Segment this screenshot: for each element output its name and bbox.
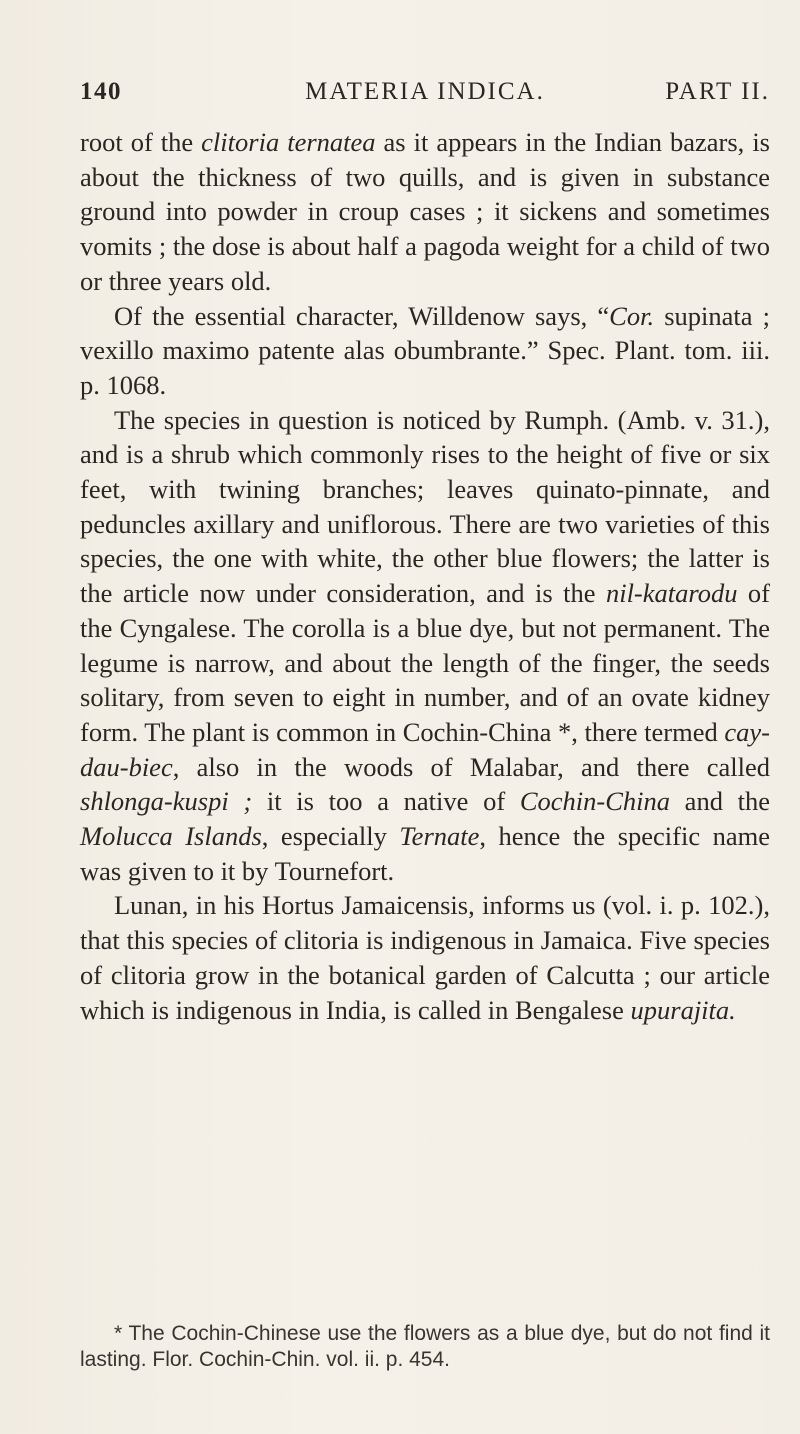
text-run: as it appears in the Indian bazars, is about the thickness of two quills, and is given in substance ground into powder in croup cases ; it sickens and sometimes vomits ; the dose is about half a pagoda weight for a child of two or three years old. [80, 127, 770, 296]
paragraph-3 [80, 403, 770, 889]
italic-run: clitoria ternatea [201, 127, 376, 157]
text-run: , especially [261, 821, 400, 852]
text-run: of the Cyngalese. The corolla is a blue dye, but not permanent. The legume is narrow, and about the length of the finger, the seeds solitary, from seven to eight in number, and of an ovate kidney form. The plant is common in Cochin-China *, there termed [80, 578, 771, 747]
body-text [80, 125, 770, 1027]
paragraph-2 [80, 299, 770, 403]
italic-run: Ternate [399, 821, 480, 852]
paragraph-4 [80, 888, 770, 1027]
paragraph-1 [80, 125, 770, 299]
text-run: and the [670, 786, 770, 817]
text-run: supinata ; vexillo maximo patente alas obumbrante.” Spec. Plant. tom. iii. p. 1068. [80, 300, 770, 400]
part-label: PART II. [665, 78, 770, 105]
running-header [80, 78, 770, 114]
text-run: The species in question is noticed by Rumph. (Amb. v. 31.), and is a shrub which commonly rises to the height of five or six feet, with twining branches; leaves quinato-pinnate, and peduncles axillary and uniflorous. There are two varieties of this species, the one with white, the other blue flowers; the latter is the article now under consideration, and is the [80, 404, 770, 609]
italic-run: nil-katarodu [605, 578, 738, 609]
italic-run: Molucca Islands [80, 821, 262, 852]
italic-run: upurajita. [630, 994, 736, 1025]
footnote: * The Cochin-Chinese use the flowers as a blue dye, but do not find it lasting. Flor. Cochin-Chin. vol. ii. p. 454. [80, 1322, 770, 1371]
running-title: MATERIA INDICA. [305, 78, 545, 105]
page-number: 140 [80, 78, 122, 105]
italic-run: Cor. [609, 300, 655, 331]
text-run: , also in the woods of Malabar, and there called [172, 751, 770, 782]
text-run: it is too a native of [252, 786, 520, 817]
text-run: Lunan, in his Hortus Jamaicensis, informs us (vol. i. p. 102.), that this species of clitoria is indigenous in Jamaica. Five species of clitoria grow in the botanical garden of Calcutta ; our article which is indigenous in India, is called in Bengalese [80, 890, 770, 1025]
text-run: Of the essential character, Willdenow says, “ [114, 300, 610, 331]
italic-run: cay-dau-biec [80, 716, 770, 782]
text-run: root of the [80, 127, 202, 157]
italic-run: Cochin-China [519, 786, 670, 817]
italic-run: shlonga-kuspi ; [80, 786, 253, 817]
text-run: , hence the specific name was given to it by Tournefort. [80, 821, 770, 886]
